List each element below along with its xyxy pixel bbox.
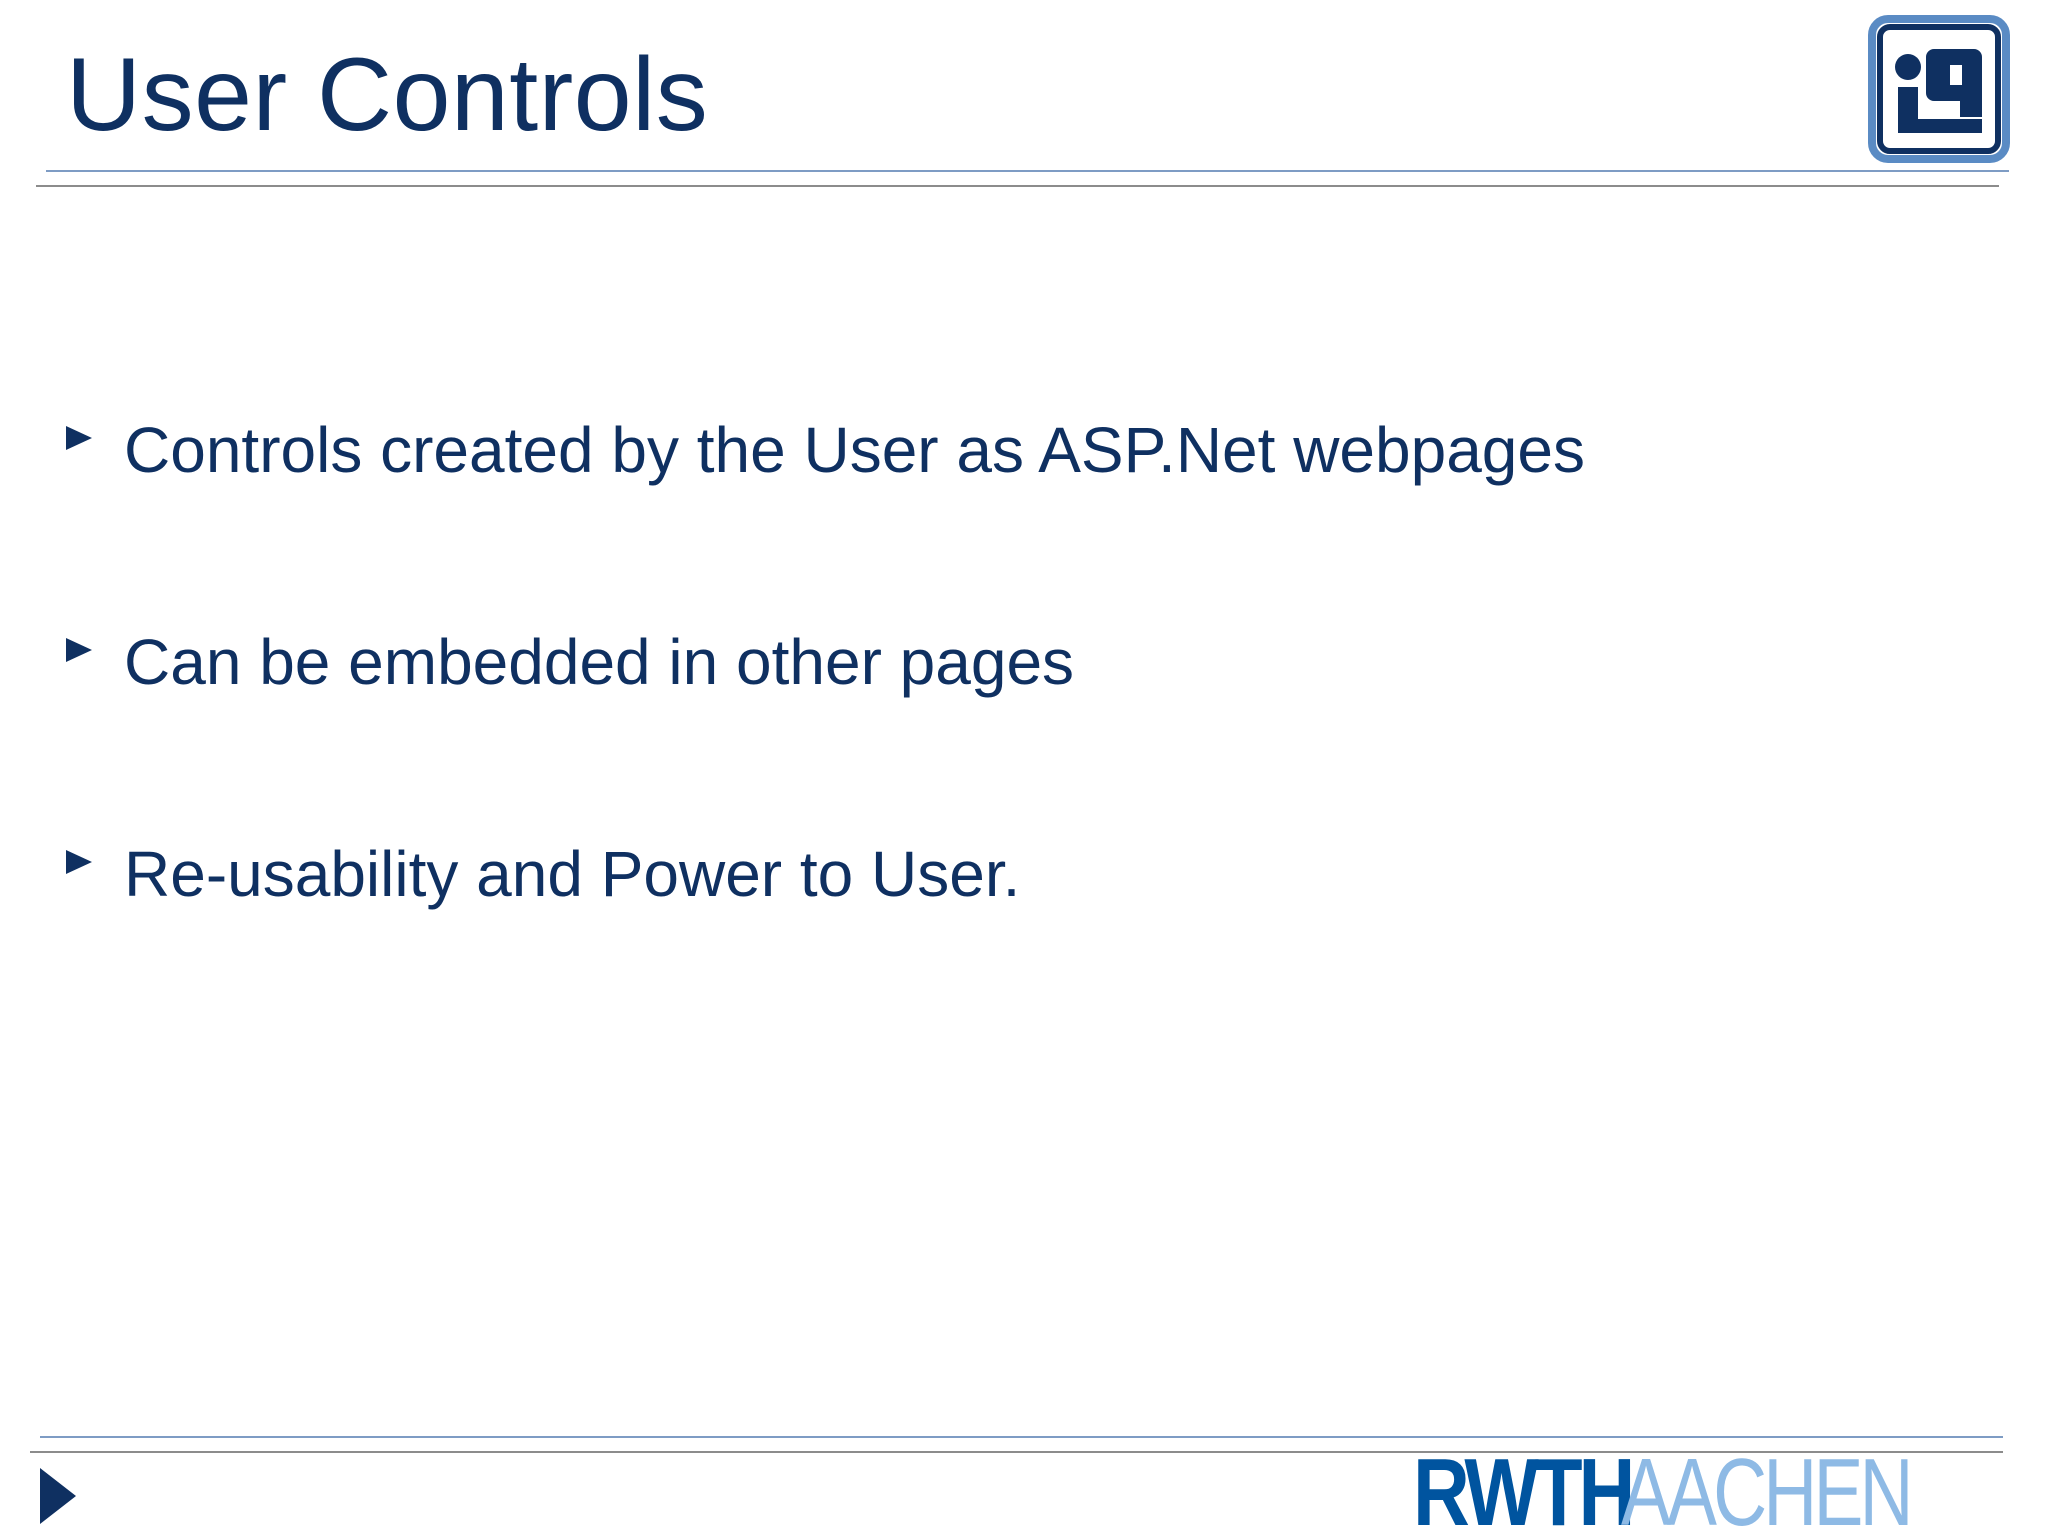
triangle-right-icon xyxy=(66,426,92,450)
bullet-text: Can be embedded in other pages xyxy=(124,626,1075,698)
slide-title: User Controls xyxy=(66,37,709,153)
bullet-item xyxy=(66,405,1585,495)
bullet-item xyxy=(66,617,1074,707)
play-arrow-icon[interactable] xyxy=(40,1468,76,1524)
title-divider-blue xyxy=(46,170,2009,172)
bullet-text: Re-usability and Power to User. xyxy=(124,838,1021,910)
i9-logo-icon xyxy=(1868,15,2010,163)
footer-divider-blue xyxy=(40,1436,2003,1438)
title-divider-gray xyxy=(36,185,1999,187)
triangle-right-icon xyxy=(66,638,92,662)
rwth-aachen-logo xyxy=(1413,1446,2005,1536)
rwth-logo-text: RWTH xyxy=(1413,1446,1632,1536)
bullet-item xyxy=(66,829,1020,919)
aachen-logo-text: AACHEN xyxy=(1621,1446,1910,1536)
bullet-text: Controls created by the User as ASP.Net webpages xyxy=(124,414,1585,486)
triangle-right-icon xyxy=(66,850,92,874)
